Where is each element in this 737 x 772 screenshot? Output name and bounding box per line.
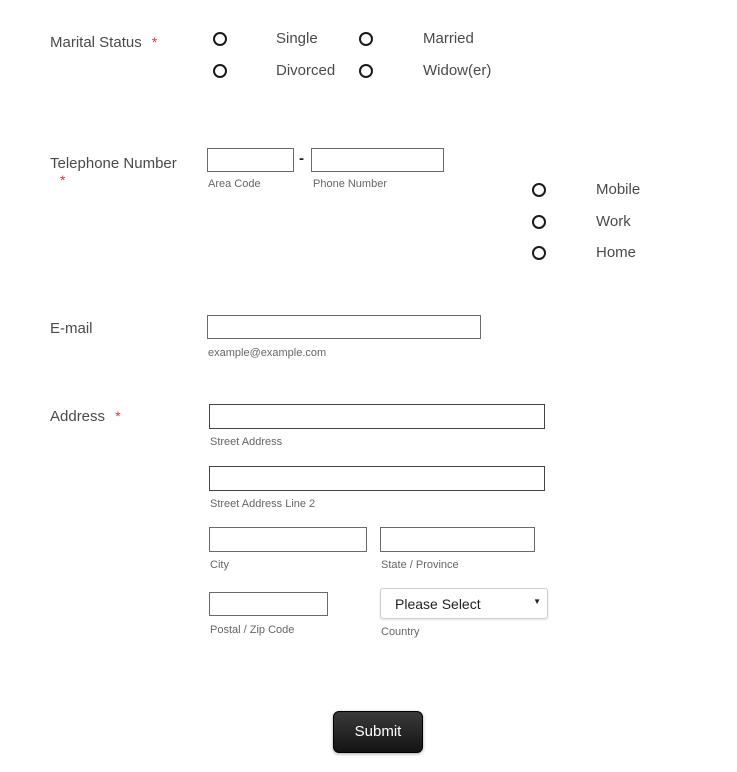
radio-single[interactable] bbox=[213, 32, 227, 46]
radio-work-label: Work bbox=[596, 213, 631, 230]
marital-status-label bbox=[50, 34, 157, 51]
telephone-required-mark: * bbox=[60, 172, 66, 188]
radio-married[interactable] bbox=[359, 32, 373, 46]
postal-zip-caption: Postal / Zip Code bbox=[210, 624, 295, 636]
phone-number-input[interactable] bbox=[311, 148, 444, 172]
address-label bbox=[50, 408, 121, 425]
address-label-text: Address bbox=[50, 408, 106, 425]
city-input[interactable] bbox=[209, 527, 367, 552]
submit-button[interactable]: Submit bbox=[333, 711, 423, 753]
state-province-input[interactable] bbox=[380, 527, 535, 552]
country-caption: Country bbox=[381, 626, 420, 638]
radio-home-label: Home bbox=[596, 244, 637, 261]
email-input[interactable] bbox=[207, 315, 481, 339]
email-caption: example@example.com bbox=[208, 347, 327, 359]
radio-mobile-label: Mobile bbox=[596, 181, 641, 198]
radio-divorced-label: Divorced bbox=[276, 62, 336, 79]
radio-home[interactable] bbox=[532, 246, 546, 260]
radio-widower-label: Widow(er) bbox=[423, 62, 492, 79]
chevron-down-icon: ▼ bbox=[533, 597, 541, 606]
street-address-line2-input[interactable] bbox=[209, 466, 545, 491]
phone-number-caption: Phone Number bbox=[313, 178, 387, 190]
radio-single-label: Single bbox=[276, 30, 318, 47]
street-address-input[interactable] bbox=[209, 404, 545, 429]
city-caption: City bbox=[210, 559, 229, 571]
state-province-caption: State / Province bbox=[381, 559, 459, 571]
radio-mobile[interactable] bbox=[532, 183, 546, 197]
phone-separator: - bbox=[299, 150, 304, 167]
street-address-caption: Street Address bbox=[210, 436, 283, 448]
area-code-input[interactable] bbox=[207, 148, 294, 172]
radio-married-label: Married bbox=[423, 30, 474, 47]
country-select-value: Please Select bbox=[395, 596, 481, 612]
country-select[interactable] bbox=[380, 588, 548, 619]
postal-zip-input[interactable] bbox=[209, 592, 328, 616]
street-address-line2-caption: Street Address Line 2 bbox=[210, 498, 316, 510]
marital-status-label-text: Marital Status bbox=[50, 34, 142, 51]
area-code-caption: Area Code bbox=[208, 178, 261, 190]
radio-widower[interactable] bbox=[359, 64, 373, 78]
address-required-mark: * bbox=[115, 408, 121, 424]
radio-work[interactable] bbox=[532, 215, 546, 229]
marital-status-required-mark: * bbox=[151, 34, 158, 50]
email-label: E-mail bbox=[50, 320, 93, 337]
radio-divorced[interactable] bbox=[213, 64, 227, 78]
telephone-label: Telephone Number bbox=[50, 155, 177, 172]
